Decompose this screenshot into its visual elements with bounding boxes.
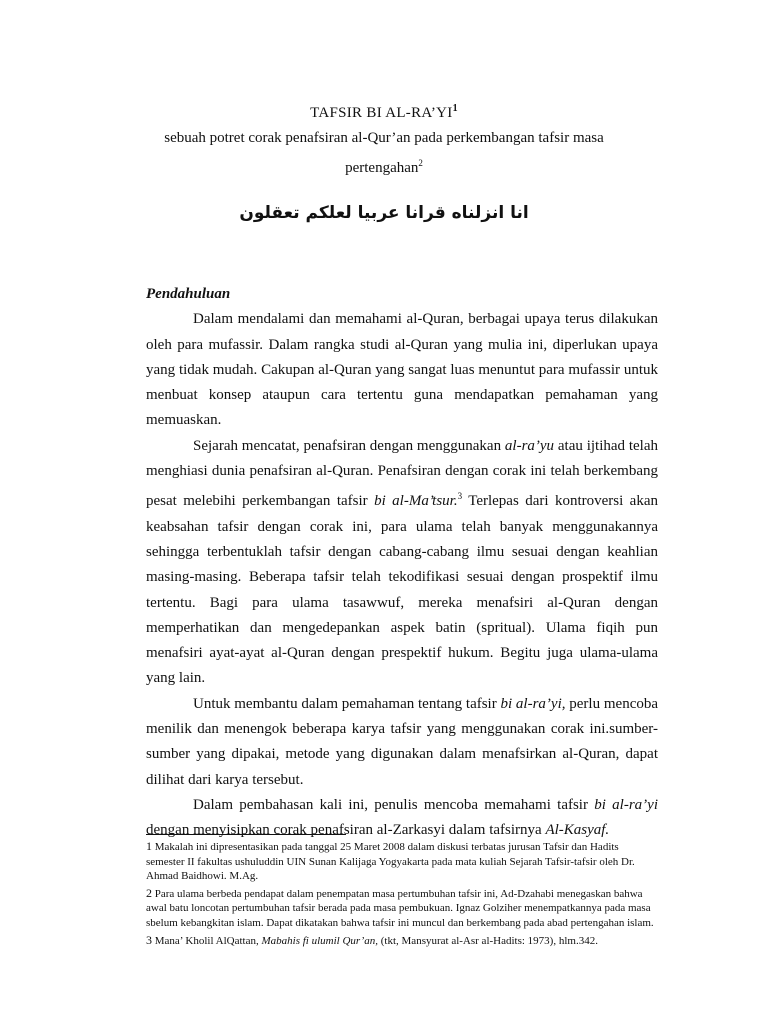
paragraph-text: Untuk membantu dalam pemahaman tentang tafsir bbox=[193, 695, 501, 712]
subtitle-text: sebuah potret corak penafsiran al-Qur’an pada perkembangan tafsir masa pertengahan bbox=[164, 130, 604, 176]
footnote-number: 3 bbox=[146, 932, 152, 947]
title-text: TAFSIR BI AL-RA’YI bbox=[310, 105, 453, 121]
italic-term: al-ra’yu bbox=[504, 437, 555, 454]
footnote-ref-1[interactable]: 1 bbox=[452, 103, 458, 114]
paragraph-3 bbox=[146, 692, 658, 793]
paragraph-text: Dalam mendalami dan memahami al-Quran, berbagai upaya terus dilakukan oleh para mufassir. Dalam rangka studi al-Quran yang mulia ini, diperlukan upaya yang tidak mudah. Cakupan al-Quran yang sangat luas menuntut para mufassir untuk menbuat konsep ataupun cara tertentu guna mendapatkan pemahaman yang memuaskan. bbox=[146, 311, 658, 429]
footnote-text: Mana’ Kholil AlQattan, bbox=[152, 934, 262, 947]
paragraph-text: dengan menyisipkan corak penafsiran al-Zarkasyi dalam tafsirnya bbox=[146, 822, 546, 839]
footnote-text: (tkt, Mansyurat al-Asr al-Hadits: 1973), hlm.342. bbox=[378, 934, 598, 947]
paragraph-text: Dalam pembahasan kali ini, penulis mencoba memahami tafsir bbox=[193, 796, 595, 813]
document-title bbox=[0, 103, 768, 122]
italic-term: bi al-ra’yi bbox=[594, 796, 658, 813]
footnote-number: 2 bbox=[146, 885, 152, 900]
italic-term: bi al-Ma’tsur. bbox=[374, 493, 458, 510]
body-text bbox=[146, 282, 658, 844]
paragraph-text: Terlepas dari kontroversi akan keabsahan tafsir dengan corak ini, para ulama telah banyak menggunakannya sehingga terbentuklah tafsir dengan cabang-cabang ilmu sesuai dengan keahlian masing-masing. Beberapa tafsir telah tekodifikasi sesuai dengan prospektif ilmu tertentu. Bagi para ulama tasawwuf, mereka menafsiri al-Quran dengan memperhatikan dan mengedepankan aspek batin (spritual). Ulama fiqih pun menafsiri ayat-ayat al-Quran dengan prespektif hukum. Begitu juga ulama-ulama yang lain. bbox=[146, 493, 658, 687]
document-subtitle bbox=[160, 126, 608, 181]
section-heading: Pendahuluan bbox=[146, 286, 231, 302]
paragraph-4 bbox=[146, 793, 658, 844]
paragraph-text: Sejarah mencatat, penafsiran dengan menggunakan bbox=[193, 437, 505, 454]
footnote-text: Para ulama berbeda pendapat dalam penempatan masa pertumbuhan tafsir ini, Ad-Dzahabi menegaskan bahwa awal batu loncotan pertumbuhan tafsir berada pada masa pembukuan. Ignaz Golziher menempatkannya pada masa sbelum kebangkitan islam. Dapat dikatakan bahwa tafsir ini muncul dan berkembang pada abad pertengahan islam. bbox=[146, 887, 654, 929]
paragraph-text: perlu mencoba menilik dan menengok beberapa karya tafsir yang menggunakan corak ini.sumber-sumber yang dipakai, metode yang digunakan dalam menafsirkan al-Quran, dapat dilihat dari karya tersebut. bbox=[146, 695, 659, 788]
paragraph-text: atau ijtihad telah menghiasi dunia penafsiran al-Quran. Penafsiran dengan corak ini telah berkembang pesat melebihi perkembangan tafsir bbox=[146, 437, 658, 510]
italic-term: bi al-ra’yi, bbox=[500, 695, 566, 712]
italic-term: Al-Kasyaf. bbox=[545, 822, 610, 839]
footnote-divider bbox=[146, 834, 346, 835]
footnote-text: Makalah ini dipresentasikan pada tanggal 25 Maret 2008 dalam diskusi terbatas jurusan Tafsir dan Hadits semester II fakultas ushuluddin UIN Sunan Kalijaga Yogyakarta pada mata kuliah Sejarah Tafsir-tafsir oleh Dr. Ahmad Baidhowi. M.Ag. bbox=[146, 841, 635, 883]
footnote-book-title: Mabahis fi ulumil Qur’an, bbox=[261, 934, 378, 947]
footnote-2 bbox=[146, 886, 658, 931]
paragraph-1 bbox=[146, 307, 658, 433]
paragraph-2 bbox=[146, 434, 658, 692]
arabic-verse: انا انزلناه قرانا عربيا لعلكم تعقلون bbox=[239, 203, 529, 223]
footnote-1 bbox=[146, 839, 658, 884]
footnotes bbox=[146, 839, 658, 950]
footnote-ref-2[interactable]: 2 bbox=[418, 158, 423, 168]
footnote-3 bbox=[146, 933, 658, 949]
footnote-ref-3[interactable]: 3 bbox=[457, 491, 463, 502]
footnote-number: 1 bbox=[146, 839, 152, 853]
